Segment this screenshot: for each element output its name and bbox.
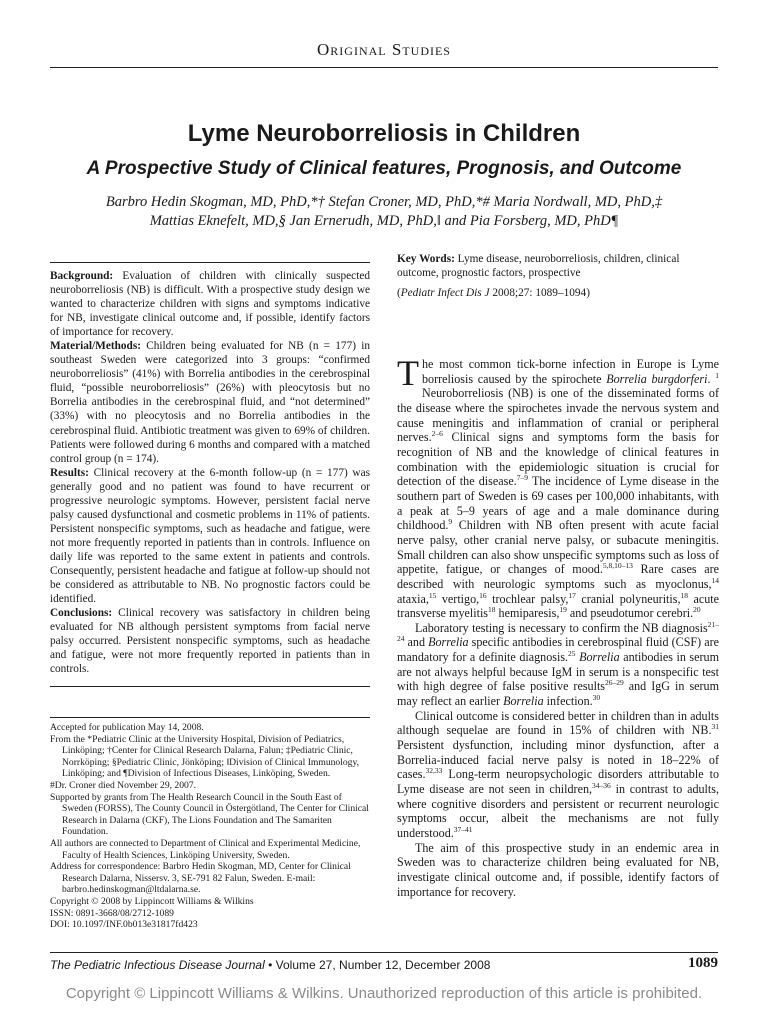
drop-cap: T [397,353,419,393]
body-text: infection. [543,694,593,709]
body-paragraph-3 [397,709,719,841]
body-text: specific antibodies in cerebrospinal fluid (CSF) are mandatory for a definite diagnosis. [397,635,719,665]
citation-ref: 2–6 [431,429,443,439]
citation-ref: 18 [488,605,496,615]
footnote: Accepted for publication May 14, 2008. [50,722,204,733]
body-text: Clinical outcome is considered better in children than in adults although sequelae are found in 15% of children with NB. [397,708,719,738]
footnote: DOI: 10.1097/INF.0b013e31817fd423 [50,919,198,931]
keywords-label: Key Words: [397,253,455,265]
author-line-2: Mattias Eknefelt, MD,§ Jan Ernerudh, MD, PhD,‖ and Pia Forsberg, MD, PhD¶ [149,213,619,229]
author-list [40,193,728,231]
abstract-methods [50,339,370,465]
body-text: cranial polyneuritis, [575,591,681,606]
keywords-text: Lyme disease, neuroborreliosis, children, clinical outcome, prognostic factors, prospective [397,253,680,280]
citation-ref: 5,8,10–13 [602,561,633,571]
page-number: 1089 [688,955,718,971]
citation-ref: 30 [592,693,601,703]
footnote: Copyright © 2008 by Lippincott Williams & Wilkins [50,895,254,907]
body-italic: Borrelia [428,635,469,650]
body-paragraph-4: The aim of this prospective study in an endemic area in Sweden was to characterize children being evaluated for NB, investigate clinical outcome and, if possible, identify factors of importance for recovery. [397,840,719,899]
abstract-background-label: Background: [50,270,114,282]
body-text: in contrast to adults, where cognitive disorders and persistent or recurrent neurologic symptoms occur, albeit the mechanisms are not fully understood. [397,782,719,840]
abstract-conclusions-label: Conclusions: [50,607,113,620]
body-text: . [707,371,716,386]
abstract-conclusions [50,606,370,676]
citation-ref: 19 [559,605,567,615]
body-text: trochlear palsy, [486,591,569,606]
citation-ref: 17 [568,590,576,600]
body-text: The incidence of Lyme disease in the southern part of Sweden is 69 cases per 100,000 inhabitants, with a peak at 5–9 years of age and a male dominance during childhood. [397,474,719,533]
citation-ref: 26–29 [605,678,624,688]
citation-ref: 1 [715,370,719,380]
abstract-background [50,269,370,339]
citation-ref: 32,33 [425,766,443,776]
footer-rule [50,952,718,953]
citation-ref: 7–9 [516,473,528,483]
citation-journal: Pediatr Infect Dis J [400,287,490,300]
body-text: Neuroborreliosis (NB) is one of the disseminated forms of the disease where the spirochetes invade the nervous system and cause meningitis and inflammation of cranial or peripheral nerves. [397,386,719,445]
citation-ref: 15 [428,590,437,600]
body-text: Clinical signs and symptoms form the basis for recognition of NB and the knowledge of clinical features in combination with the epidemiologic situation is crucial for detection of the disease. [397,430,719,489]
body-paragraph-1 [397,353,719,621]
abstract-methods-text: Children being evaluated for NB (n = 177) in southeast Sweden were categorized into 3 groups: “confirmed neuroborreliosis” (41%) with Borrelia antibodies in the cerebrospinal fluid, “possible neuroborreliosis” (26%) with pleocytosis but no Borrelia antibodies in the cerebrospinal fluid, and “not determined” (33%) with no pleocytosis and no Borrelia antibodies in the cerebrospinal fluid. Antibiotic treatment was given to 69% of children. Patients were followed during 6 months and compared with a matched control group (n = 174). [50,340,370,465]
body-text: Long-term neuropsychologic disorders attributable to Lyme disease are not seen in children, [397,767,719,797]
article-body [397,353,720,899]
footer-journal-name: The Pediatric Infectious Disease Journal [50,958,265,972]
body-text: Rare cases are described with neurologic symptoms such as myoclonus, [397,562,719,591]
body-text: he most common tick-borne infection in Europe is Lyme borreliosis caused by the spirochete [422,357,719,386]
footnote: #Dr. Croner died November 29, 2007. [50,779,197,791]
body-text: and pseudotumor cerebri. [566,606,694,621]
body-text: and IgG in serum may reflect an earlier [397,679,720,709]
body-text: Persistent dysfunction, including minor dysfunction, after a Borrelia-induced facial nerve palsy is noted in 18–22% of cases. [397,738,719,782]
body-text: ataxia, [397,591,429,606]
citation-ref: 9 [448,517,453,527]
citation-ref: 20 [693,605,701,615]
citation-ref: 34–36 [592,781,611,791]
keywords-block [397,252,719,301]
body-text: vertigo, [436,591,480,606]
abstract [50,262,370,687]
header-rule [50,67,718,68]
body-text: Laboratory testing is necessary to confirm the NB diagnosis [415,620,708,635]
article-title: Lyme Neuroborreliosis in Children [187,120,581,147]
footnote: All authors are connected to Department of Clinical and Experimental Medicine, Faculty of Health Sciences, Linköping University, Sweden. [50,837,361,861]
copyright-banner: Copyright © Lippincott Williams & Wilkins. Unauthorized reproduction of this article is prohibited. [65,985,703,1002]
body-text: and [404,635,429,650]
section-label: Original Studies [317,40,451,59]
body-text: acute transverse myelitis [397,591,719,621]
citation-details: 2008;27: 1089–1094) [489,287,590,300]
body-italic: Borrelia [503,694,544,709]
citation-ref: 21–24 [397,619,719,644]
footnote: Address for correspondence: Barbro Hedin Skogman, MD, Center for Clinical Research Dalarna, Nissersv. 3, SE-791 82 Falun, Sweden. E-mail: barbro.hedinskogman@ltdalarna.se. [50,861,351,896]
body-text: antibodies in serum are not always helpful because IgM in serum is a nonspecific test with high degree of false positive results [397,650,719,694]
footnote: Supported by grants from The Health Research Council in the South East of Sweden (FORSS), The County Council in Östergötland, The Center for Clinical Research in Dalarna (CKF), The Lions Foundation and The Samariten Foundation. [50,791,369,838]
body-text: Children with NB often present with acute facial nerve palsy, other cranial nerve palsy, or subacute meningitis. Small children can also show unspecific symptoms such as loss of appetite, fatigue, or changes of mood. [397,518,719,577]
citation-ref: 18 [680,590,688,600]
citation-ref: 14 [711,575,719,585]
abstract-methods-label: Material/Methods: [50,340,141,353]
citation-ref: 16 [479,590,487,600]
abstract-results-text: Clinical recovery at the 6-month follow-up (n = 177) was generally good and no patient was found to have recurrent or progressive neurologic symptoms. However, persistent facial nerve palsy caused dysfunctional and cosmetic problems in 11% of patients. Persistent nonspecific symptoms, such as headache and fatigue, were not more frequently reported in patients than in controls. Influence on daily life was reported to the same extent in patients and controls. Consequently, persistent headache and fatigue at follow-up should not be considered as attributable to NB. No prognostic factors could be identified. [50,466,370,606]
abstract-results [50,466,370,606]
body-italic: Borrelia [579,650,620,665]
footer-journal [50,958,490,972]
author-line-1: Barbro Hedin Skogman, MD, PhD,*† Stefan Croner, MD, PhD,*# Maria Nordwall, MD, PhD,‡ [105,194,663,210]
citation-ref: 37–41 [453,825,473,834]
citation-ref: 31 [711,722,719,732]
footnote: ISSN: 0891-3668/08/2712-1089 [50,907,174,919]
abstract-results-label: Results: [50,466,89,479]
abstract-conclusions-text: Clinical recovery was satisfactory in children being evaluated for NB although persistent symptoms from facial nerve palsy occurred. Persistent nonspecific symptoms, such as headache and fatigue, were not more frequently reported in patients than in controls. [50,607,370,676]
footnotes [50,717,370,931]
abstract-background-text: Evaluation of children with clinically suspected neuroborreliosis (NB) is difficult. With a prospective study design we wanted to characterize children with signs and symptoms indicative for NB, investigate clinical outcome and, if possible, identify factors of importance for recovery. [50,270,370,339]
body-paragraph-2 [397,621,719,709]
article-subtitle: A Prospective Study of Clinical features, Prognosis, and Outcome [86,158,682,179]
citation-ref: 25 [568,649,576,659]
body-text: hemiparesis, [495,606,560,621]
body-italic: Borrelia burgdorferi [606,371,708,386]
citation: (Pediatr Infect Dis J 2008;27: 1089–1094) [397,287,590,300]
footnote: From the *Pediatric Clinic at the University Hospital, Division of Pediatrics, Linköping; †Center for Clinical Research Dalarna, Falun; ‡Pediatric Clinic, Norrköping; §Pediatric Clinic, Jönköping; ‖Division of Clinical Immunology, Linköping; and ¶Division of Infectious Diseases, Linköping, Sweden. [50,733,360,780]
footer-volume: • Volume 27, Number 12, December 2008 [264,958,491,972]
keywords [397,252,719,280]
